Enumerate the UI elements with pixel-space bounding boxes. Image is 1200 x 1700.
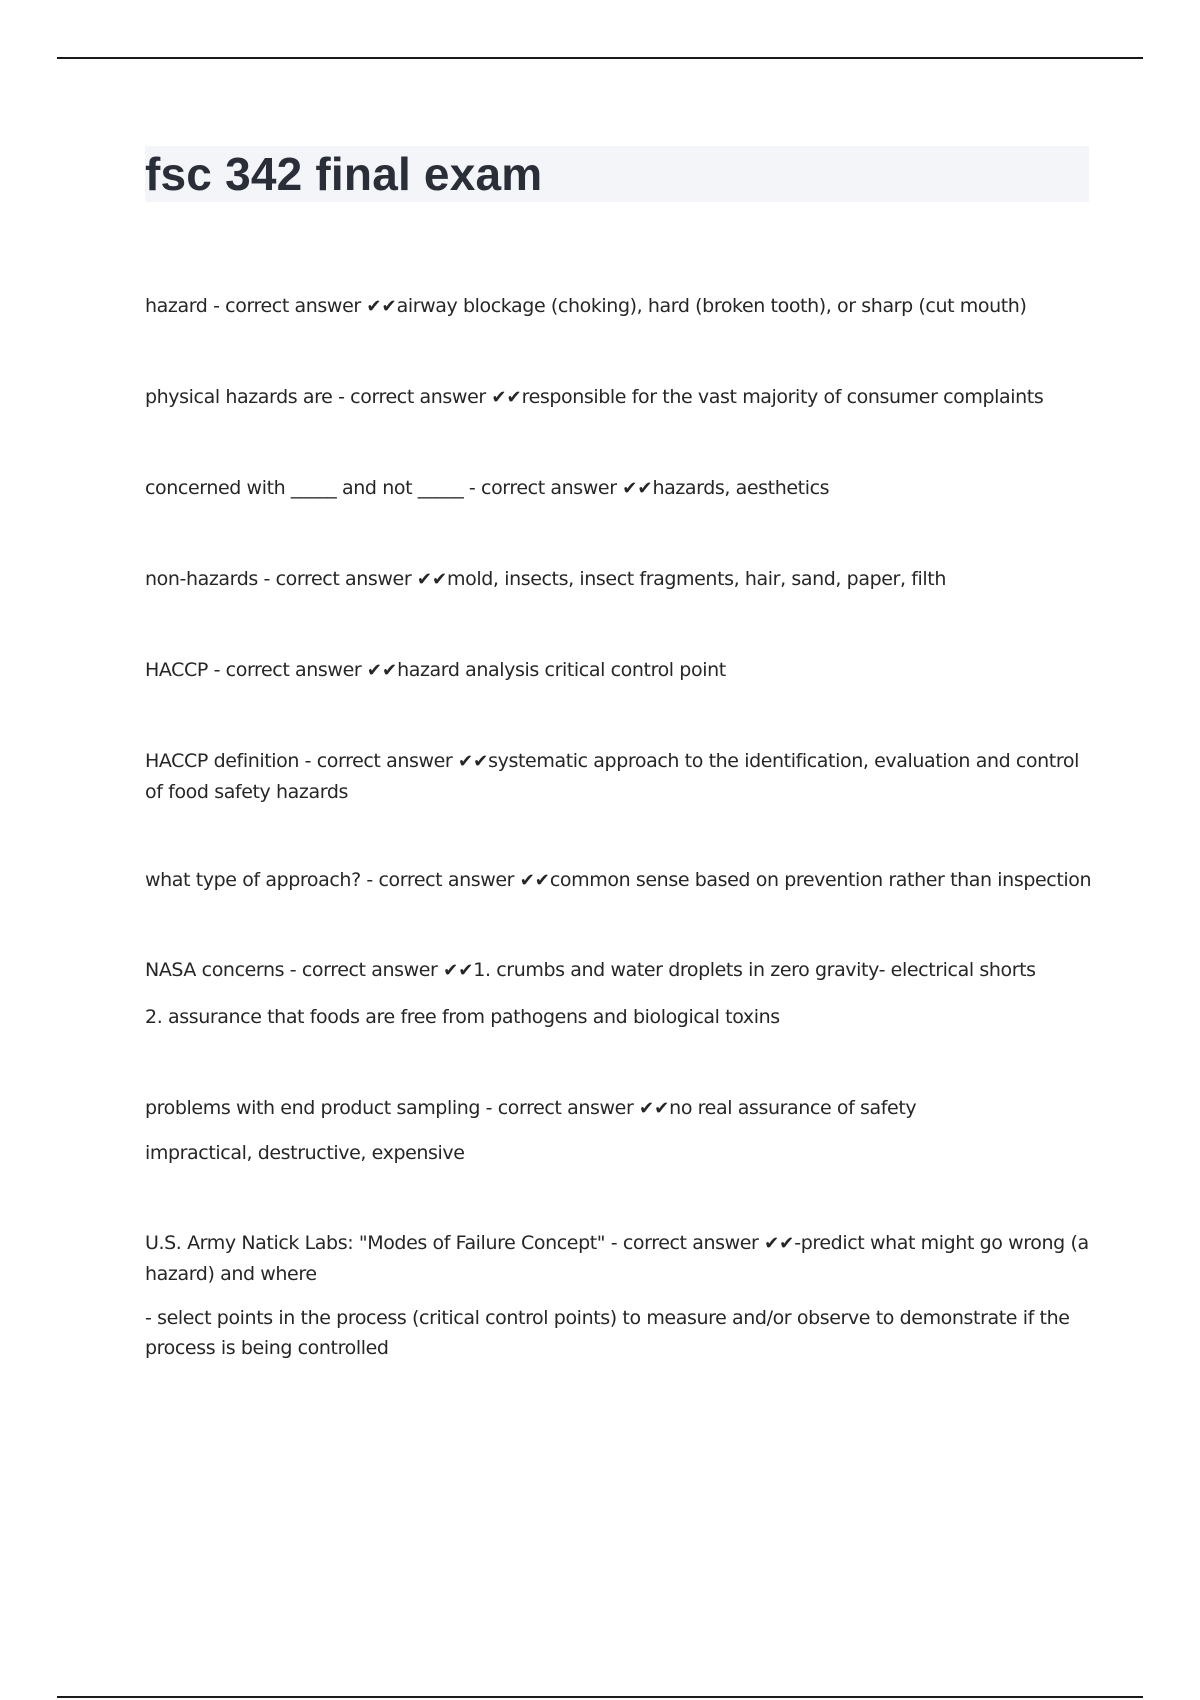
answer-continuation: 2. assurance that foods are free from pathogens and biological toxins	[145, 1006, 780, 1028]
qa-line	[145, 655, 1095, 686]
answer-text: 1. crumbs and water droplets in zero gravity- electrical shorts	[473, 959, 1036, 981]
answer-text: hazards, aesthetics	[652, 477, 830, 499]
checkmark-icon: ✔✔	[622, 478, 653, 499]
qa-item-nasa-concerns	[145, 955, 1095, 1032]
question-text: HACCP - correct answer	[145, 659, 367, 681]
answer-text: systematic approach to the identification, evaluation and control of food safety hazards	[145, 750, 1079, 803]
bottom-rule	[57, 1696, 1143, 1698]
answer-text: no real assurance of safety	[669, 1097, 917, 1119]
qa-line	[145, 1093, 1095, 1124]
question-text: what type of approach? - correct answer	[145, 869, 520, 891]
qa-item-hazard	[145, 291, 1095, 322]
question-text: non-hazards - correct answer	[145, 568, 417, 590]
answer-text: common sense based on prevention rather than inspection	[549, 869, 1092, 891]
qa-line	[145, 955, 1095, 986]
answer-text: responsible for the vast majority of consumer complaints	[521, 386, 1044, 408]
question-text: physical hazards are - correct answer	[145, 386, 492, 408]
qa-item-concerned-with	[145, 473, 1095, 504]
question-text: NASA concerns - correct answer	[145, 959, 444, 981]
checkmark-icon: ✔✔	[491, 387, 522, 408]
checkmark-icon: ✔✔	[366, 660, 398, 681]
answer-text: mold, insects, insect fragments, hair, sand, paper, filth	[447, 568, 946, 590]
qa-item-haccp	[145, 655, 1095, 686]
answer-text: -predict what might go wrong (a hazard) and where	[145, 1232, 1089, 1285]
qa-line	[145, 564, 1095, 595]
checkmark-icon: ✔✔	[457, 751, 489, 772]
qa-item-natick-labs	[145, 1228, 1095, 1363]
checkmark-icon: ✔✔	[416, 569, 448, 590]
question-text: problems with end product sampling - correct answer	[145, 1097, 639, 1119]
checkmark-icon: ✔✔	[366, 296, 397, 317]
page-title: fsc 342 final exam	[145, 148, 543, 200]
question-text: hazard - correct answer	[145, 295, 367, 317]
checkmark-icon: ✔✔	[443, 960, 474, 981]
answer-text: hazard analysis critical control point	[397, 659, 726, 681]
answer-continuation: impractical, destructive, expensive	[145, 1142, 465, 1164]
qa-item-physical-hazards	[145, 382, 1095, 413]
question-text: U.S. Army Natick Labs: "Modes of Failure Concept" - correct answer	[145, 1232, 765, 1254]
question-text: concerned with _____ and not _____ - correct answer	[145, 477, 623, 499]
qa-line	[145, 382, 1095, 413]
checkmark-icon: ✔✔	[764, 1233, 795, 1254]
qa-line	[145, 291, 1095, 322]
top-rule	[57, 57, 1143, 59]
qa-line	[145, 865, 1095, 896]
checkmark-icon: ✔✔	[639, 1098, 670, 1119]
qa-item-haccp-definition	[145, 746, 1095, 807]
answer-text: airway blockage (choking), hard (broken tooth), or sharp (cut mouth)	[396, 295, 1027, 317]
answer-continuation: - select points in the process (critical control points) to measure and/or observe to demonstrate if the process is being controlled	[145, 1307, 1070, 1359]
qa-line	[145, 473, 1095, 504]
qa-item-approach-type	[145, 865, 1095, 896]
qa-item-end-product-sampling	[145, 1093, 1095, 1168]
question-text: HACCP definition - correct answer	[145, 750, 458, 772]
qa-item-non-hazards	[145, 564, 1095, 595]
qa-line	[145, 746, 1095, 807]
qa-line	[145, 1228, 1095, 1289]
checkmark-icon: ✔✔	[519, 870, 550, 891]
